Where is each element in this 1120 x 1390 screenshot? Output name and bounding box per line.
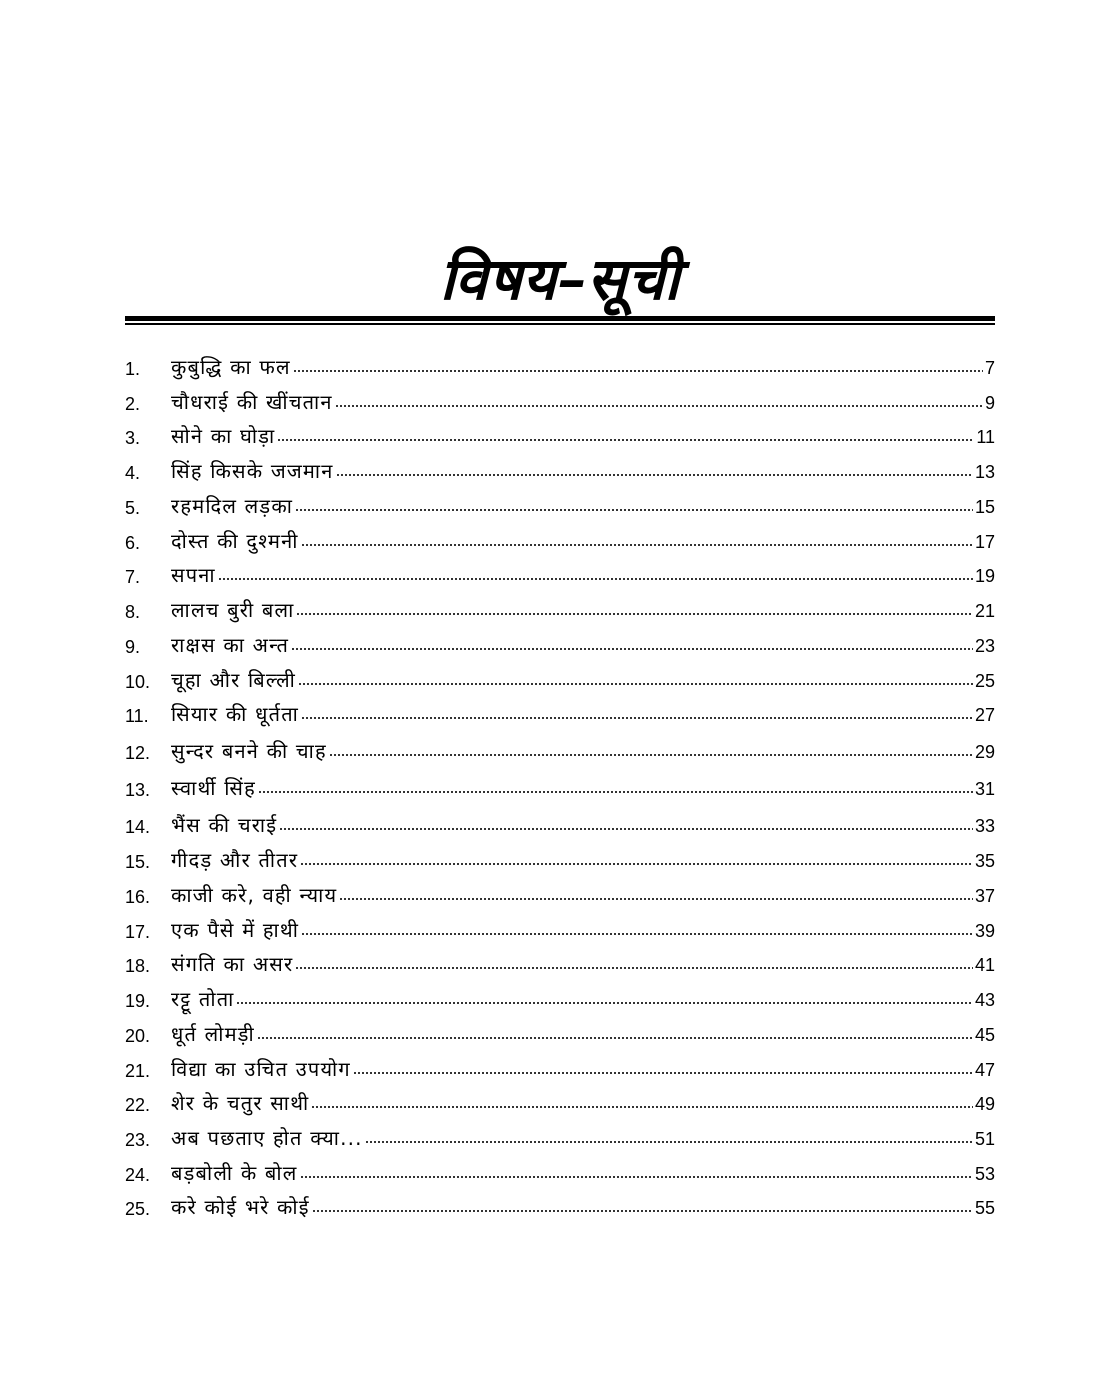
toc-entry-title: धूर्त लोमड़ी [171,1021,255,1046]
toc-entry-title: सपना [171,562,216,587]
toc-entry-title: कुबुद्धि का फल [171,354,291,379]
toc-entry-number: 25. [125,1198,151,1219]
toc-entry-page-number: 9 [984,392,995,413]
toc-entry-page-number: 31 [974,778,995,799]
toc-entry-title: काजी करे, वही न्याय [171,882,338,907]
toc-entry-title: रट्टू तोता [171,986,235,1011]
toc-entry-title: लालच बुरी बला [171,597,295,622]
toc-entry [125,628,995,660]
toc-entry-number: 12. [125,742,151,763]
toc-entry-number: 18. [125,955,151,976]
toc-entry-number: 17. [125,921,151,942]
dot-leader [365,1141,973,1143]
dot-leader [336,474,973,476]
toc-entry-page-number: 55 [974,1197,995,1218]
toc-entry-page-number: 23 [974,635,995,656]
dot-leader [258,791,973,793]
toc-entry-title: सियार की धूर्तता [171,701,299,726]
toc-entry-page-number: 7 [984,357,995,378]
toc-entry-title: सुन्दर बनने की चाह [171,738,327,763]
toc-entry-page-number: 53 [974,1163,995,1184]
toc-entry-page-number: 21 [974,600,995,621]
toc-entry-title: गीदड़ और तीतर [171,847,299,872]
toc-entry-number: 10. [125,671,151,692]
toc-entry [125,419,995,451]
dot-leader [279,828,973,830]
toc-entry [125,1156,995,1188]
toc-entry-number: 2. [125,393,141,414]
toc-entry-page-number: 35 [974,850,995,871]
toc-entry-title: रहमदिल लड़का [171,493,294,518]
toc-entry-number: 4. [125,462,141,483]
toc-entry-number: 3. [125,427,141,448]
toc-entry-page-number: 37 [974,885,995,906]
dot-leader [301,933,973,935]
toc-entry-title: संगति का असर [171,951,294,976]
dot-leader [293,370,983,372]
toc-entry [125,663,995,695]
toc-entry-title: स्वार्थी सिंह [171,775,256,800]
dot-leader [295,509,973,511]
toc-entry-page-number: 17 [974,531,995,552]
dot-leader [300,863,973,865]
toc-entry [125,878,995,910]
dot-leader [312,1210,973,1212]
toc-entry [125,1121,995,1153]
dot-leader [311,1106,973,1108]
toc-entry [125,558,995,590]
title-rule-thin [125,323,995,325]
toc-entry-title: राक्षस का अन्त [171,632,290,657]
toc-entry-title: दोस्त की दुश्मनी [171,528,299,553]
toc-entry-title: एक पैसे में हाथी [171,917,300,942]
dot-leader [300,1176,973,1178]
toc-entry-title: शेर के चतुर साथी [171,1090,310,1115]
toc-entry-page-number: 49 [974,1093,995,1114]
toc-entry-number: 21. [125,1060,151,1081]
toc-entry-number: 8. [125,601,141,622]
toc-entry [125,350,995,382]
dot-leader [257,1037,973,1039]
toc-entry-number: 9. [125,636,141,657]
toc-entry-number: 6. [125,532,141,553]
toc-entry-number: 13. [125,779,151,800]
toc-entry-title: चूहा और बिल्ली [171,667,297,692]
toc-entry-page-number: 47 [974,1059,995,1080]
toc-entry-number: 7. [125,566,141,587]
toc-entry-title: अब पछताए होत क्या... [171,1125,363,1150]
toc-entry-page-number: 11 [976,426,995,447]
toc-entry [125,734,995,766]
toc-entry [125,385,995,417]
toc-entry [125,697,995,729]
toc-entry-page-number: 39 [974,920,995,941]
dot-leader [236,1002,972,1004]
toc-entry [125,808,995,840]
toc-entry [125,489,995,521]
toc-entry-page-number: 41 [974,954,995,975]
toc-entry [125,1190,995,1222]
toc-entry-title: सोने का घोड़ा [171,423,276,448]
toc-entry-number: 11. [125,705,149,726]
toc-entry [125,913,995,945]
dot-leader [301,717,973,719]
toc-entry [125,1017,995,1049]
dot-leader [218,578,973,580]
dot-leader [298,683,973,685]
title-rule-thick [125,316,995,321]
toc-entry [125,524,995,556]
toc-entry-title: चौधराई की खींचतान [171,389,333,414]
dot-leader [335,405,983,407]
toc-entry-title: करे कोई भरे कोई [171,1194,310,1219]
dot-leader [291,648,973,650]
toc-entry-number: 24. [125,1164,151,1185]
toc-entry [125,771,995,803]
dot-leader [277,439,974,441]
toc-entry [125,982,995,1014]
toc-entry-page-number: 25 [974,670,995,691]
toc-entry-number: 20. [125,1025,151,1046]
toc-entry [125,947,995,979]
toc-entry-number: 1. [125,358,141,379]
toc-entry [125,843,995,875]
dot-leader [301,544,973,546]
toc-entry [125,1052,995,1084]
page-title: विषय–सूची [439,245,681,313]
dot-leader [353,1072,973,1074]
dot-leader [329,754,973,756]
toc-entry-number: 15. [125,851,151,872]
toc-entry [125,593,995,625]
toc-entry-title: सिंह किसके जजमान [171,458,334,483]
toc-entry-title: बड़बोली के बोल [171,1160,298,1185]
toc-entry-page-number: 45 [974,1024,995,1045]
dot-leader [339,898,973,900]
toc-entry-page-number: 43 [974,989,995,1010]
toc-entry-page-number: 13 [974,461,995,482]
toc-entry-page-number: 33 [974,815,995,836]
toc-entry-number: 22. [125,1094,151,1115]
toc-entry-number: 14. [125,816,151,837]
toc-entry-number: 23. [125,1129,151,1150]
toc-entry-page-number: 27 [974,704,995,725]
toc-entry-title: भैंस की चराई [171,812,278,837]
toc-entry [125,454,995,486]
dot-leader [296,613,973,615]
toc-entry-page-number: 29 [974,741,995,762]
toc-entry-number: 16. [125,886,151,907]
dot-leader [295,967,973,969]
toc-entry-page-number: 19 [974,565,995,586]
toc-entry-title: विद्या का उचित उपयोग [171,1056,351,1081]
toc-entry-number: 19. [125,990,151,1011]
toc-entry-page-number: 15 [974,496,995,517]
toc-entry-page-number: 51 [974,1128,995,1149]
toc-entry [125,1086,995,1118]
toc-entry-number: 5. [125,497,141,518]
